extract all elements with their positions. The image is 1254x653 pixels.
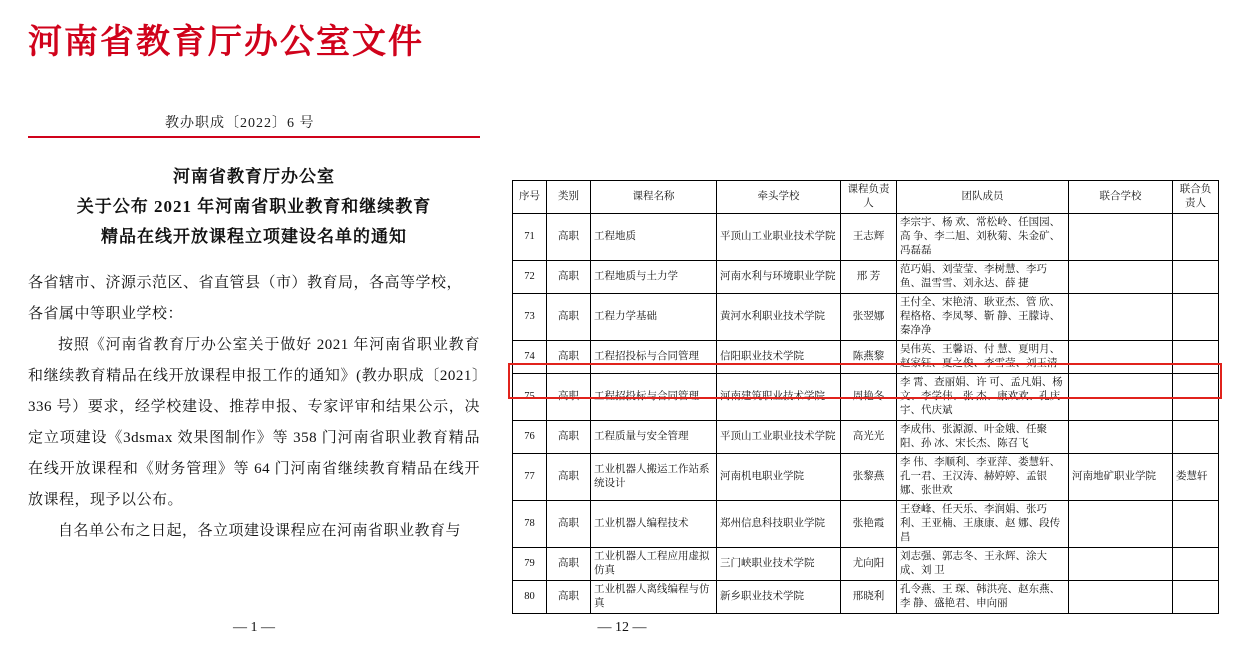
cell-course-leader: 张翌娜 <box>841 294 897 341</box>
cell-course-leader: 王志辉 <box>841 214 897 261</box>
cell-course-name: 工业机器人搬运工作站系统设计 <box>591 454 717 501</box>
cell-course-leader: 张艳霞 <box>841 501 897 548</box>
cell-lead-school: 信阳职业技术学院 <box>717 341 841 374</box>
table-row <box>513 421 1219 454</box>
header-category: 类别 <box>547 181 591 214</box>
cell-joint-leader <box>1173 374 1219 421</box>
table-row <box>513 581 1219 614</box>
cell-seq: 74 <box>513 341 547 374</box>
cell-course-leader: 周艳冬 <box>841 374 897 421</box>
cell-course-leader: 陈燕黎 <box>841 341 897 374</box>
cell-joint-leader <box>1173 501 1219 548</box>
document-title-line-1: 河南省教育厅办公室 <box>173 167 335 186</box>
document-title-line-2: 关于公布 2021 年河南省职业教育和继续教育 <box>76 197 432 216</box>
cell-joint-school <box>1069 374 1173 421</box>
cell-lead-school: 河南机电职业学院 <box>717 454 841 501</box>
cell-category: 高职 <box>547 374 591 421</box>
cell-team-members: 王付全、宋艳清、耿亚杰、管 欣、程格格、李凤琴、靳 静、王朦诗、秦净净 <box>897 294 1069 341</box>
cell-category: 高职 <box>547 261 591 294</box>
cell-seq: 76 <box>513 421 547 454</box>
right-document-page <box>512 0 1254 653</box>
cell-seq: 71 <box>513 214 547 261</box>
header-joint-school: 联合学校 <box>1069 181 1173 214</box>
cell-joint-school <box>1069 214 1173 261</box>
cell-course-leader: 邢晓利 <box>841 581 897 614</box>
body-paragraph-1: 各省辖市、济源示范区、省直管县（市）教育局，各高等学校， <box>28 275 463 291</box>
header-team-members: 团队成员 <box>897 181 1069 214</box>
body-paragraph-4: 自名单公布之日起，各立项建设课程应在河南省职业教育与 <box>58 523 462 539</box>
cell-category: 高职 <box>547 294 591 341</box>
table-row <box>513 374 1219 421</box>
cell-joint-school <box>1069 341 1173 374</box>
cell-category: 高职 <box>547 581 591 614</box>
cell-category: 高职 <box>547 421 591 454</box>
cell-lead-school: 河南水利与环境职业学院 <box>717 261 841 294</box>
cell-lead-school: 平顶山工业职业技术学院 <box>717 421 841 454</box>
cell-lead-school: 平顶山工业职业技术学院 <box>717 214 841 261</box>
document-title <box>28 162 480 252</box>
cell-course-name: 工程质量与安全管理 <box>591 421 717 454</box>
cell-lead-school: 黄河水利职业技术学院 <box>717 294 841 341</box>
cell-joint-school <box>1069 421 1173 454</box>
document-title-line-3: 精品在线开放课程立项建设名单的通知 <box>101 227 407 246</box>
cell-course-name: 工程招投标与合同管理 <box>591 374 717 421</box>
cell-team-members: 李 伟、李顺利、李亚萍、娄慧轩、孔一君、王汉涛、赫婷婷、孟银娜、张世欢 <box>897 454 1069 501</box>
cell-team-members: 范巧娟、刘莹莹、李树慧、李巧鱼、温雪雪、刘永达、薛 捷 <box>897 261 1069 294</box>
header-course-leader: 课程负责人 <box>841 181 897 214</box>
cell-joint-leader: 娄慧轩 <box>1173 454 1219 501</box>
red-divider-rule <box>28 136 480 138</box>
cell-course-leader: 尤向阳 <box>841 548 897 581</box>
table-row <box>513 454 1219 501</box>
table-row <box>513 501 1219 548</box>
cell-joint-school <box>1069 294 1173 341</box>
cell-course-leader: 张黎燕 <box>841 454 897 501</box>
cell-course-name: 工业机器人离线编程与仿真 <box>591 581 717 614</box>
cell-seq: 79 <box>513 548 547 581</box>
cell-course-name: 工程地质 <box>591 214 717 261</box>
cell-joint-school: 河南地矿职业学院 <box>1069 454 1173 501</box>
table-row-highlighted <box>513 548 1219 581</box>
cell-category: 高职 <box>547 341 591 374</box>
cell-course-name: 工程招投标与合同管理 <box>591 341 717 374</box>
cell-joint-school <box>1069 501 1173 548</box>
cell-category: 高职 <box>547 454 591 501</box>
document-body <box>28 268 480 547</box>
cell-joint-school <box>1069 581 1173 614</box>
cell-team-members: 刘志强、郭志冬、王永辉、涂大成、刘 卫 <box>897 548 1069 581</box>
cell-course-name: 工业机器人工程应用虚拟仿真 <box>591 548 717 581</box>
cell-team-members: 李宗宇、杨 欢、常松岭、任国园、高 争、李二旭、刘秋菊、朱金矿、冯磊磊 <box>897 214 1069 261</box>
cell-category: 高职 <box>547 214 591 261</box>
body-paragraph-2: 各省属中等职业学校： <box>28 306 184 322</box>
cell-lead-school: 郑州信息科技职业学院 <box>717 501 841 548</box>
right-page-number: — 12 — <box>597 620 647 635</box>
document-banner-title: 河南省教育厅办公室文件 <box>28 24 424 61</box>
cell-joint-leader <box>1173 341 1219 374</box>
cell-lead-school: 三门峡职业技术学院 <box>717 548 841 581</box>
cell-joint-school <box>1069 548 1173 581</box>
table-row <box>513 341 1219 374</box>
header-lead-school: 牵头学校 <box>717 181 841 214</box>
cell-course-name: 工业机器人编程技术 <box>591 501 717 548</box>
cell-category: 高职 <box>547 501 591 548</box>
cell-joint-leader <box>1173 294 1219 341</box>
cell-seq: 78 <box>513 501 547 548</box>
table-header-row <box>513 181 1219 214</box>
cell-joint-leader <box>1173 261 1219 294</box>
cell-team-members: 李成伟、张源源、叶金娥、任聚阳、孙 冰、宋长杰、陈召飞 <box>897 421 1069 454</box>
header-course-name: 课程名称 <box>591 181 717 214</box>
cell-course-name: 工程地质与土力学 <box>591 261 717 294</box>
course-list-table <box>512 180 1219 614</box>
cell-course-leader: 高光光 <box>841 421 897 454</box>
cell-joint-leader <box>1173 581 1219 614</box>
cell-joint-school <box>1069 261 1173 294</box>
table-row <box>513 294 1219 341</box>
left-document-page <box>0 0 510 653</box>
cell-joint-leader <box>1173 214 1219 261</box>
header-seq: 序号 <box>513 181 547 214</box>
table-row <box>513 261 1219 294</box>
cell-joint-leader <box>1173 421 1219 454</box>
cell-seq: 72 <box>513 261 547 294</box>
cell-seq: 77 <box>513 454 547 501</box>
document-number: 教办职成〔2022〕6 号 <box>165 116 315 131</box>
cell-seq: 80 <box>513 581 547 614</box>
cell-course-leader: 邢 芳 <box>841 261 897 294</box>
cell-lead-school: 新乡职业技术学院 <box>717 581 841 614</box>
cell-team-members: 孔令燕、王 琛、韩洪亮、赵东燕、李 静、盛艳君、申向丽 <box>897 581 1069 614</box>
left-page-number: — 1 — <box>233 620 275 635</box>
header-joint-leader: 联合负责人 <box>1173 181 1219 214</box>
cell-course-name: 工程力学基础 <box>591 294 717 341</box>
cell-team-members: 李 霄、查丽娟、许 可、孟凡娟、杨 文、李学伟、张 杰、康欢欢、孔庆宇、代庆斌 <box>897 374 1069 421</box>
cell-team-members: 吴伟英、王馨语、付 慧、夏明月、赵家钰、夏之俊、李雪莹、刘玉清 <box>897 341 1069 374</box>
body-paragraph-3: 按照《河南省教育厅办公室关于做好 2021 年河南省职业教育和继续教育精品在线开放课程申报工作的通知》(教办职成〔2021〕336 号）要求，经学校建设、推荐申报、专家评审和结果公示，决定立项建设《3dsmax 效果图制作》等 358 门河南省职业教育精品在线开放课程和《财务管理》等 64 门河南省继续教育精品在线开放课程，现予以公布。 <box>28 337 480 508</box>
cell-joint-leader <box>1173 548 1219 581</box>
cell-category: 高职 <box>547 548 591 581</box>
table-row <box>513 214 1219 261</box>
cell-seq: 75 <box>513 374 547 421</box>
cell-lead-school: 河南建筑职业技术学院 <box>717 374 841 421</box>
cell-team-members: 王登峰、任天乐、李润娟、张巧利、王亚楠、王康康、赵 娜、段传昌 <box>897 501 1069 548</box>
cell-seq: 73 <box>513 294 547 341</box>
